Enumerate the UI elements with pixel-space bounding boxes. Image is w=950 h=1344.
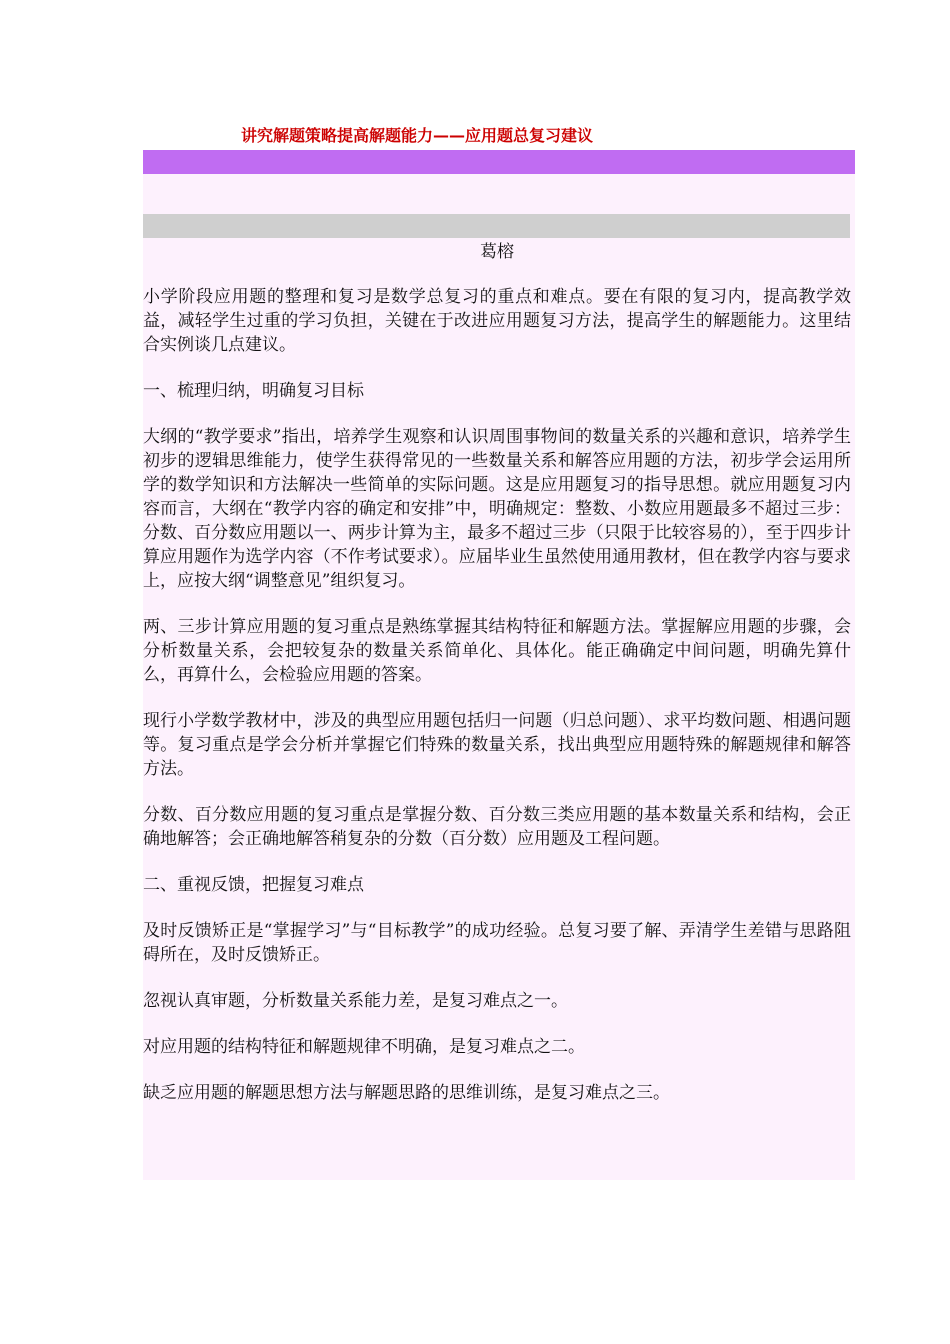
paragraph: 现行小学数学教材中，涉及的典型应用题包括归一问题（归总问题）、求平均数问题、相遇问题等。复习重点是学会分析并掌握它们特殊的数量关系，找出典型应用题特殊的解题规律和解答方法。: [143, 711, 851, 779]
paragraph-intro: 小学阶段应用题的整理和复习是数学总复习的重点和难点。要在有限的复习内，提高教学效益，减轻学生过重的学习负担，关键在于改进应用题复习方法，提高学生的解题能力。这里结合实例谈几点建议。: [143, 287, 851, 355]
paragraph: 及时反馈矫正是“掌握学习”与“目标教学”的成功经验。总复习要了解、弄清学生差错与思路阻碍所在，及时反馈矫正。: [143, 921, 851, 965]
paragraph: 忽视认真审题，分析数量关系能力差，是复习难点之一。: [143, 991, 568, 1011]
paragraph: 两、三步计算应用题的复习重点是熟练掌握其结构特征和解题方法。掌握解应用题的步骤，会分析数量关系，会把较复杂的数量关系简单化、具体化。能正确确定中间问题，明确先算什么，再算什么，会检验应用题的答案。: [143, 617, 851, 685]
paragraph: 大纲的“教学要求”指出，培养学生观察和认识周围事物间的数量关系的兴趣和意识，培养学生初步的逻辑思维能力，使学生获得常见的一些数量关系和解答应用题的方法，初步学会运用所学的数学知识和方法解决一些简单的实际问题。这是应用题复习的指导思想。就应用题复习内容而言，大纲在“教学内容的确定和安排”中，明确规定：整数、小数应用题最多不超过三步：分数、百分数应用题以一、两步计算为主，最多不超过三步（只限于比较容易的），至于四步计算应用题作为选学内容（不作考试要求）。应届毕业生虽然使用通用教材，但在教学内容与要求上，应按大纲“调整意见”组织复习。: [143, 427, 851, 591]
article-title: 讲究解题策略提高解题能力——应用题总复习建议: [241, 126, 594, 145]
paragraph: 分数、百分数应用题的复习重点是掌握分数、百分数三类应用题的基本数量关系和结构，会正确地解答；会正确地解答稍复杂的分数（百分数）应用题及工程问题。: [143, 805, 851, 849]
section-heading-1: 一、梳理归纳，明确复习目标: [143, 381, 364, 401]
author-name: 葛榕: [480, 242, 514, 262]
paragraph: 对应用题的结构特征和解题规律不明确，是复习难点之二。: [143, 1037, 585, 1057]
title-divider-bar: [143, 150, 855, 174]
paragraph: 缺乏应用题的解题思想方法与解题思路的思维训练，是复习难点之三。: [143, 1083, 670, 1103]
section-heading-2: 二、重视反馈，把握复习难点: [143, 875, 364, 895]
article-body: [143, 285, 851, 1127]
separator-bar: [143, 214, 850, 238]
